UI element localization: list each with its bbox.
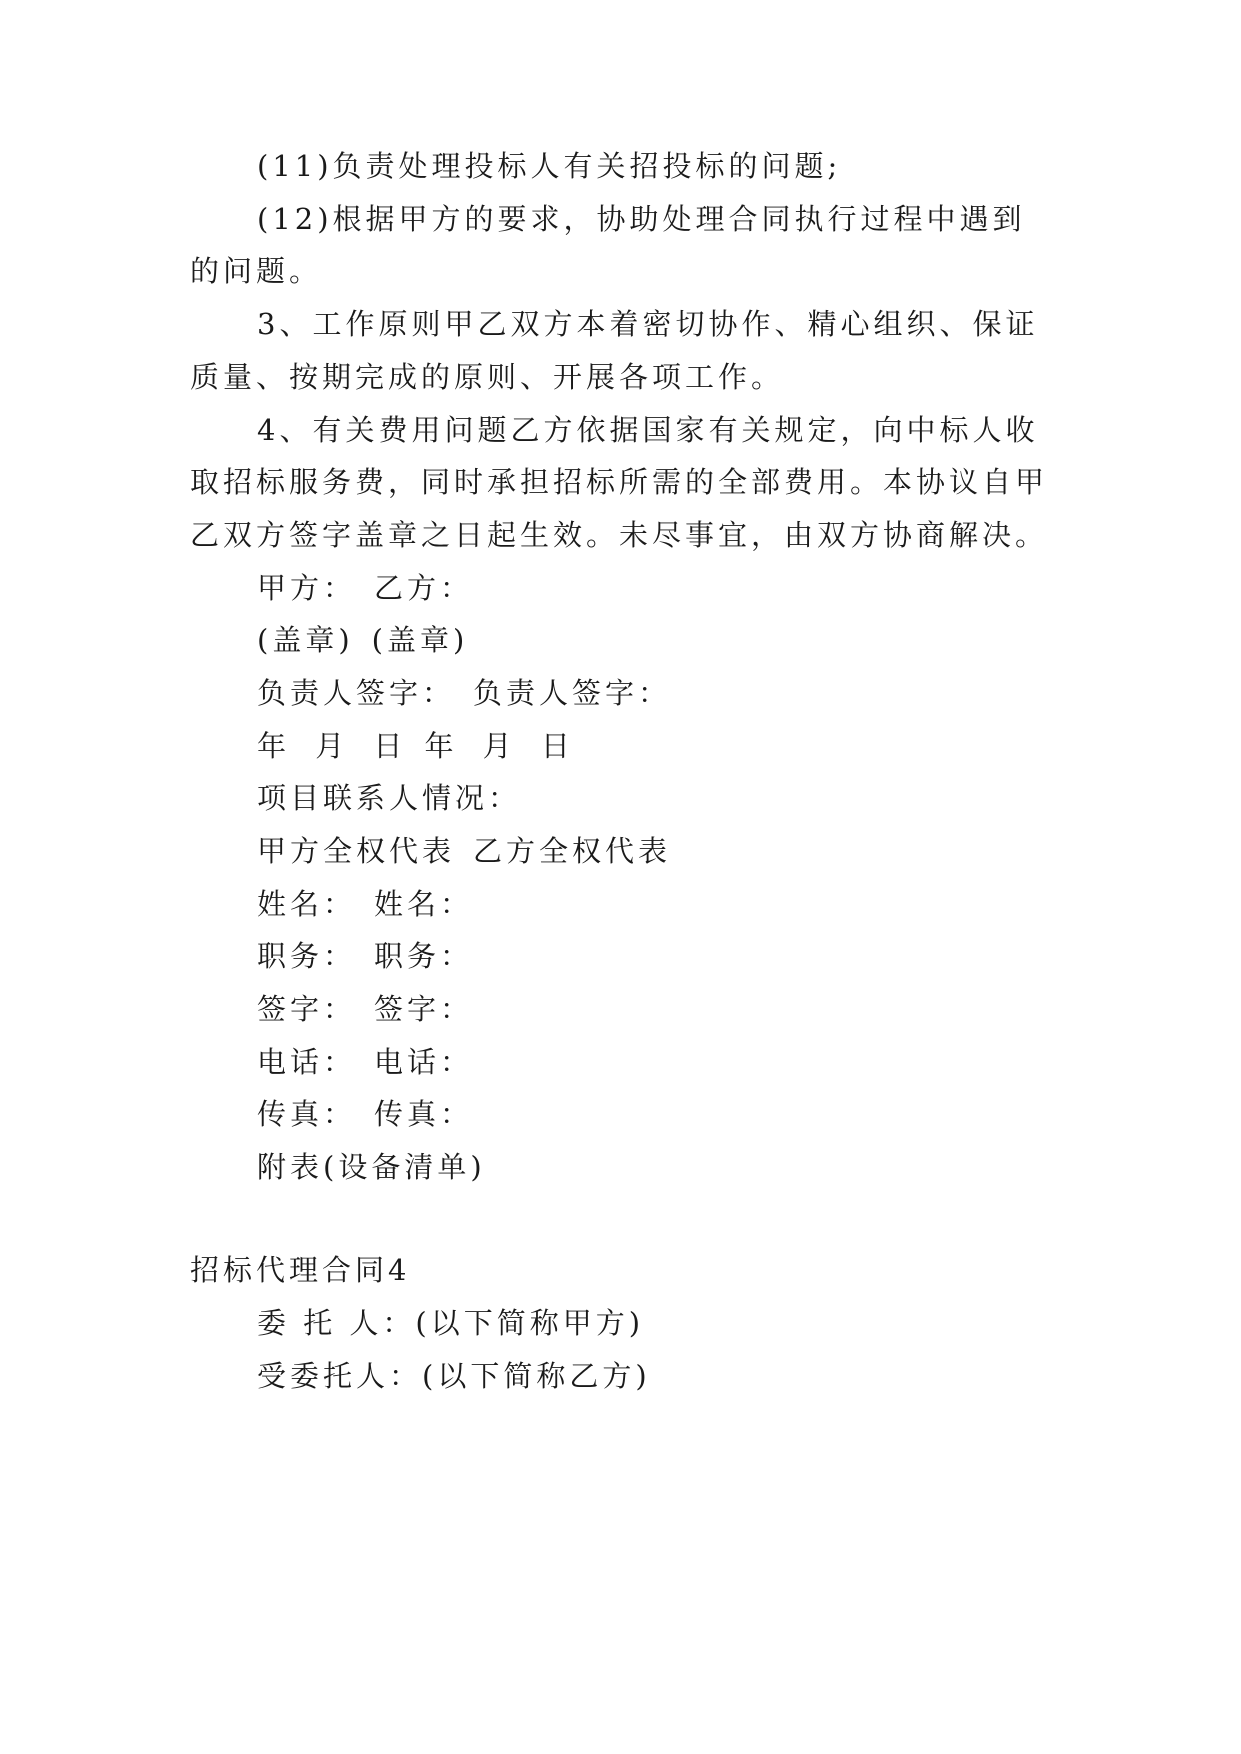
rep-b-label: 乙方全权代表: [473, 834, 672, 868]
seal-row: [257, 620, 468, 660]
title-a-label: 职务：: [257, 939, 357, 973]
phone-row: [257, 1042, 473, 1082]
title-b-label: 职务：: [374, 939, 474, 973]
rep-row: [257, 831, 671, 871]
party-b-label: 乙方：: [374, 571, 474, 605]
fax-row: [257, 1094, 473, 1134]
fax-a-label: 传真：: [257, 1097, 357, 1131]
name-b-label: 姓名：: [374, 887, 474, 921]
party-a-label: 甲方：: [257, 571, 357, 605]
seal-a-label: (盖章): [257, 623, 354, 657]
sign-a-contact-label: 签字：: [257, 992, 357, 1026]
rep-a-label: 甲方全权代表: [257, 834, 456, 868]
phone-a-label: 电话：: [257, 1045, 357, 1079]
name-a-label: 姓名：: [257, 887, 357, 921]
clause-4-cont-2: 乙双方签字盖章之日起生效。未尽事宜，由双方协商解决。: [190, 518, 1049, 552]
sign-b-label: 负责人签字：: [473, 676, 672, 710]
date-a-label: 年 月 日: [257, 729, 407, 763]
clause-4: 4、有关费用问题乙方依据国家有关规定，向中标人收: [257, 413, 1039, 447]
clause-12: (12)根据甲方的要求，协助处理合同执行过程中遇到: [257, 202, 1026, 236]
signer-row: [257, 673, 671, 713]
fax-b-label: 传真：: [374, 1097, 474, 1131]
clause-4-cont-1: 取招标服务费，同时承担招标所需的全部费用。本协议自甲: [190, 465, 1049, 499]
sign-a-label: 负责人签字：: [257, 676, 456, 710]
clause-12-cont: 的问题。: [190, 254, 323, 288]
party-row: [257, 568, 473, 608]
date-row: [257, 726, 574, 766]
date-b-label: 年 月 日: [424, 729, 574, 763]
sign-b-contact-label: 签字：: [374, 992, 474, 1026]
contacts-heading: 项目联系人情况：: [257, 781, 522, 815]
phone-b-label: 电话：: [374, 1045, 474, 1079]
appendix-line: 附表(设备清单): [257, 1150, 486, 1184]
sign-row: [257, 989, 473, 1029]
name-row: [257, 884, 473, 924]
clause-11: (11)负责处理投标人有关招投标的问题;: [257, 149, 842, 183]
clause-3: 3、工作原则甲乙双方本着密切协作、精心组织、保证: [257, 307, 1039, 341]
clause-3-cont: 质量、按期完成的原则、开展各项工作。: [190, 360, 785, 394]
section-title: 招标代理合同4: [190, 1253, 411, 1287]
seal-b-label: (盖章): [371, 623, 469, 657]
agent-line: 受委托人：(以下简称乙方): [257, 1359, 651, 1393]
client-line: 委 托 人：(以下简称甲方): [257, 1306, 645, 1340]
title-row: [257, 936, 473, 976]
